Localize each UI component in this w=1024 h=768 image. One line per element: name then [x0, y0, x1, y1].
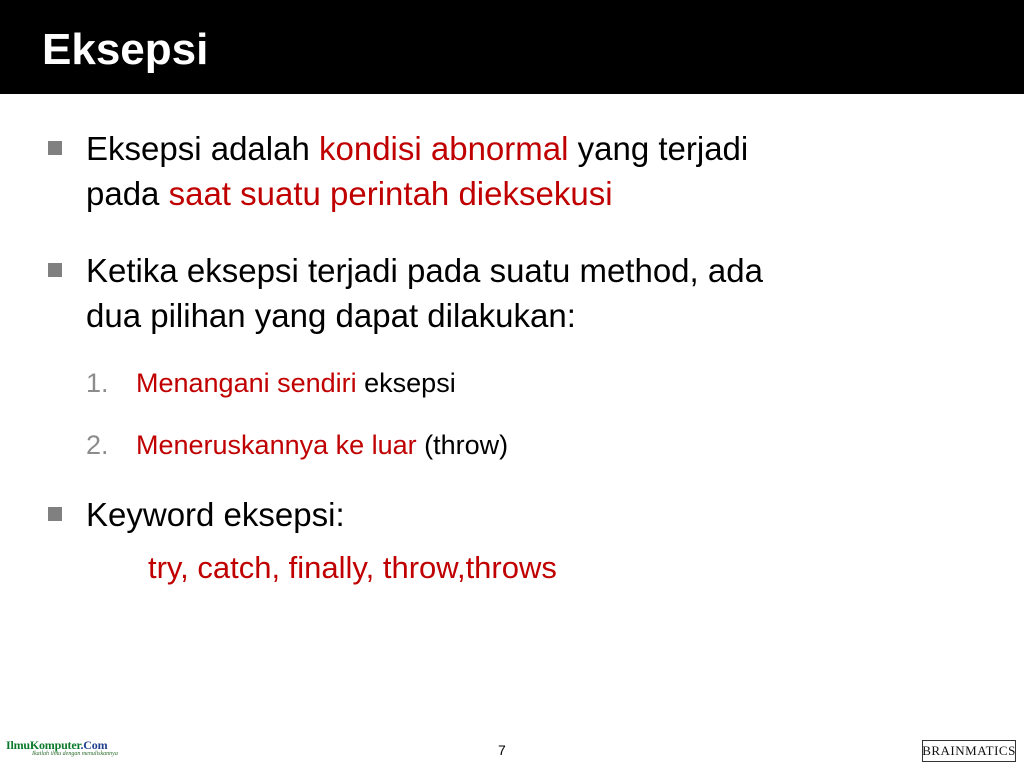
highlight-text: saat suatu perintah dieksekusi [168, 175, 613, 212]
page-number: 7 [498, 742, 506, 758]
square-bullet-icon [48, 507, 62, 521]
title-bar [0, 0, 1024, 94]
keywords-list: try, catch, finally, throw,throws [148, 550, 557, 585]
bullet-keywords [86, 492, 986, 537]
brainmatics-logo: BRAINMATICS [922, 740, 1016, 762]
bullet-line: dua pilihan yang dapat dilakukan: [86, 297, 576, 334]
bullet-options-intro [86, 248, 986, 338]
bullet-line: Keyword eksepsi: [86, 496, 345, 533]
list-number: 1. [86, 368, 109, 398]
ilmukomputer-logo: IlmuKomputer.Com Ikatlah ilmu dengan menuliskannya [6, 738, 118, 757]
square-bullet-icon [48, 263, 62, 277]
bullet-line: Eksepsi adalah kondisi abnormal yang terjadi [86, 130, 749, 167]
list-number: 2. [86, 430, 109, 460]
square-bullet-icon [48, 141, 62, 155]
bullet-definition [86, 126, 986, 216]
option-item: 1. Menangani sendiri eksepsi [86, 368, 456, 398]
slide-title: Eksepsi [42, 25, 209, 74]
option-item: 2. Meneruskannya ke luar (throw) [86, 430, 509, 460]
highlight-text: kondisi abnormal [318, 130, 569, 167]
bullet-line: pada saat suatu perintah dieksekusi [86, 175, 613, 212]
logo-tagline: Ikatlah ilmu dengan menuliskannya [32, 751, 118, 757]
bullet-line: Ketika eksepsi terjadi pada suatu method, ada [86, 252, 763, 289]
highlight-text: Menangani sendiri [136, 368, 357, 398]
highlight-text: Meneruskannya ke luar [136, 430, 417, 460]
